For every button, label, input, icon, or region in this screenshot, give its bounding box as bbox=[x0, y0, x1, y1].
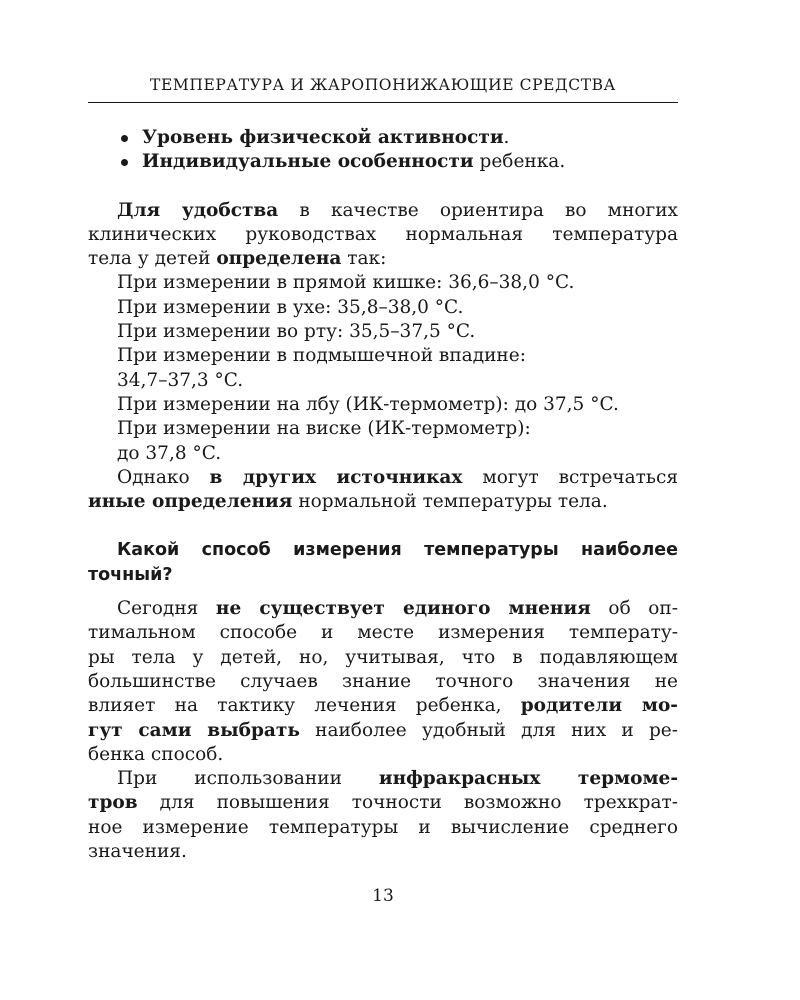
page-number: 13 bbox=[372, 886, 394, 906]
measurement-line: При измерении на лбу (ИК-термометр): до 37,5 °C. bbox=[117, 393, 619, 415]
section-subheading: точный? bbox=[88, 564, 173, 585]
paragraph-line: При использовании инфракрасных термоме- bbox=[117, 768, 678, 790]
measurement-line: При измерении в подмышечной впадине: bbox=[117, 345, 526, 367]
bullet-item: Индивидуальные особенности ребенка. bbox=[88, 150, 678, 174]
paragraph-line: ное измерение температуры и вычисление среднего bbox=[88, 816, 678, 838]
page-body bbox=[88, 126, 678, 864]
paragraph-line: влияет на тактику лечения ребенка, родители мо- bbox=[88, 695, 678, 717]
paragraph-line: Сегодня не существует единого мнения об оп- bbox=[117, 598, 678, 620]
paragraph-line: клинических руководствах нормальная температура bbox=[88, 223, 678, 245]
measurement-line: При измерении в ухе: 35,8–38,0 °C. bbox=[117, 296, 464, 318]
paragraph-line: бенка способ. bbox=[88, 743, 224, 765]
paragraph-line: значения. bbox=[88, 841, 187, 863]
paragraph-line: тров для повышения точности возможно трехкрат- bbox=[88, 792, 678, 814]
bullet-item: Уровень физической активности. bbox=[88, 126, 678, 150]
measurement-line: 34,7–37,3 °C. bbox=[117, 369, 244, 391]
paragraph-line: иные определения нормальной температуры тела. bbox=[88, 491, 608, 513]
paragraph-line: тимальном способе и месте измерения температу- bbox=[88, 622, 678, 644]
paragraph-line: большинстве случаев знание точного значения не bbox=[88, 670, 678, 692]
paragraph-line: ры тела у детей, но, учитывая, что в подавляющем bbox=[88, 646, 678, 668]
bullet-dot bbox=[121, 135, 128, 142]
header-rule bbox=[88, 102, 678, 103]
paragraph-line: Для удобства в качестве ориентира во многих bbox=[117, 199, 678, 221]
measurement-line: до 37,8 °C. bbox=[117, 442, 222, 464]
measurement-line: При измерении в прямой кишке: 36,6–38,0 °C. bbox=[117, 272, 575, 294]
running-head: ТЕМПЕРАТУРА И ЖАРОПОНИЖАЮЩИЕ СРЕДСТВА bbox=[150, 76, 616, 94]
section-subheading: Какой способ измерения температуры наиболее bbox=[117, 540, 678, 561]
measurement-line: При измерении во рту: 35,5–37,5 °C. bbox=[117, 321, 476, 343]
paragraph-line: Однако в других источниках могут встречаться bbox=[117, 466, 678, 488]
paragraph-line: гут сами выбрать наиболее удобный для них и ре- bbox=[88, 719, 678, 741]
measurement-line: При измерении на виске (ИК-термометр): bbox=[117, 418, 531, 440]
paragraph-line: тела у детей определена так: bbox=[88, 248, 387, 270]
